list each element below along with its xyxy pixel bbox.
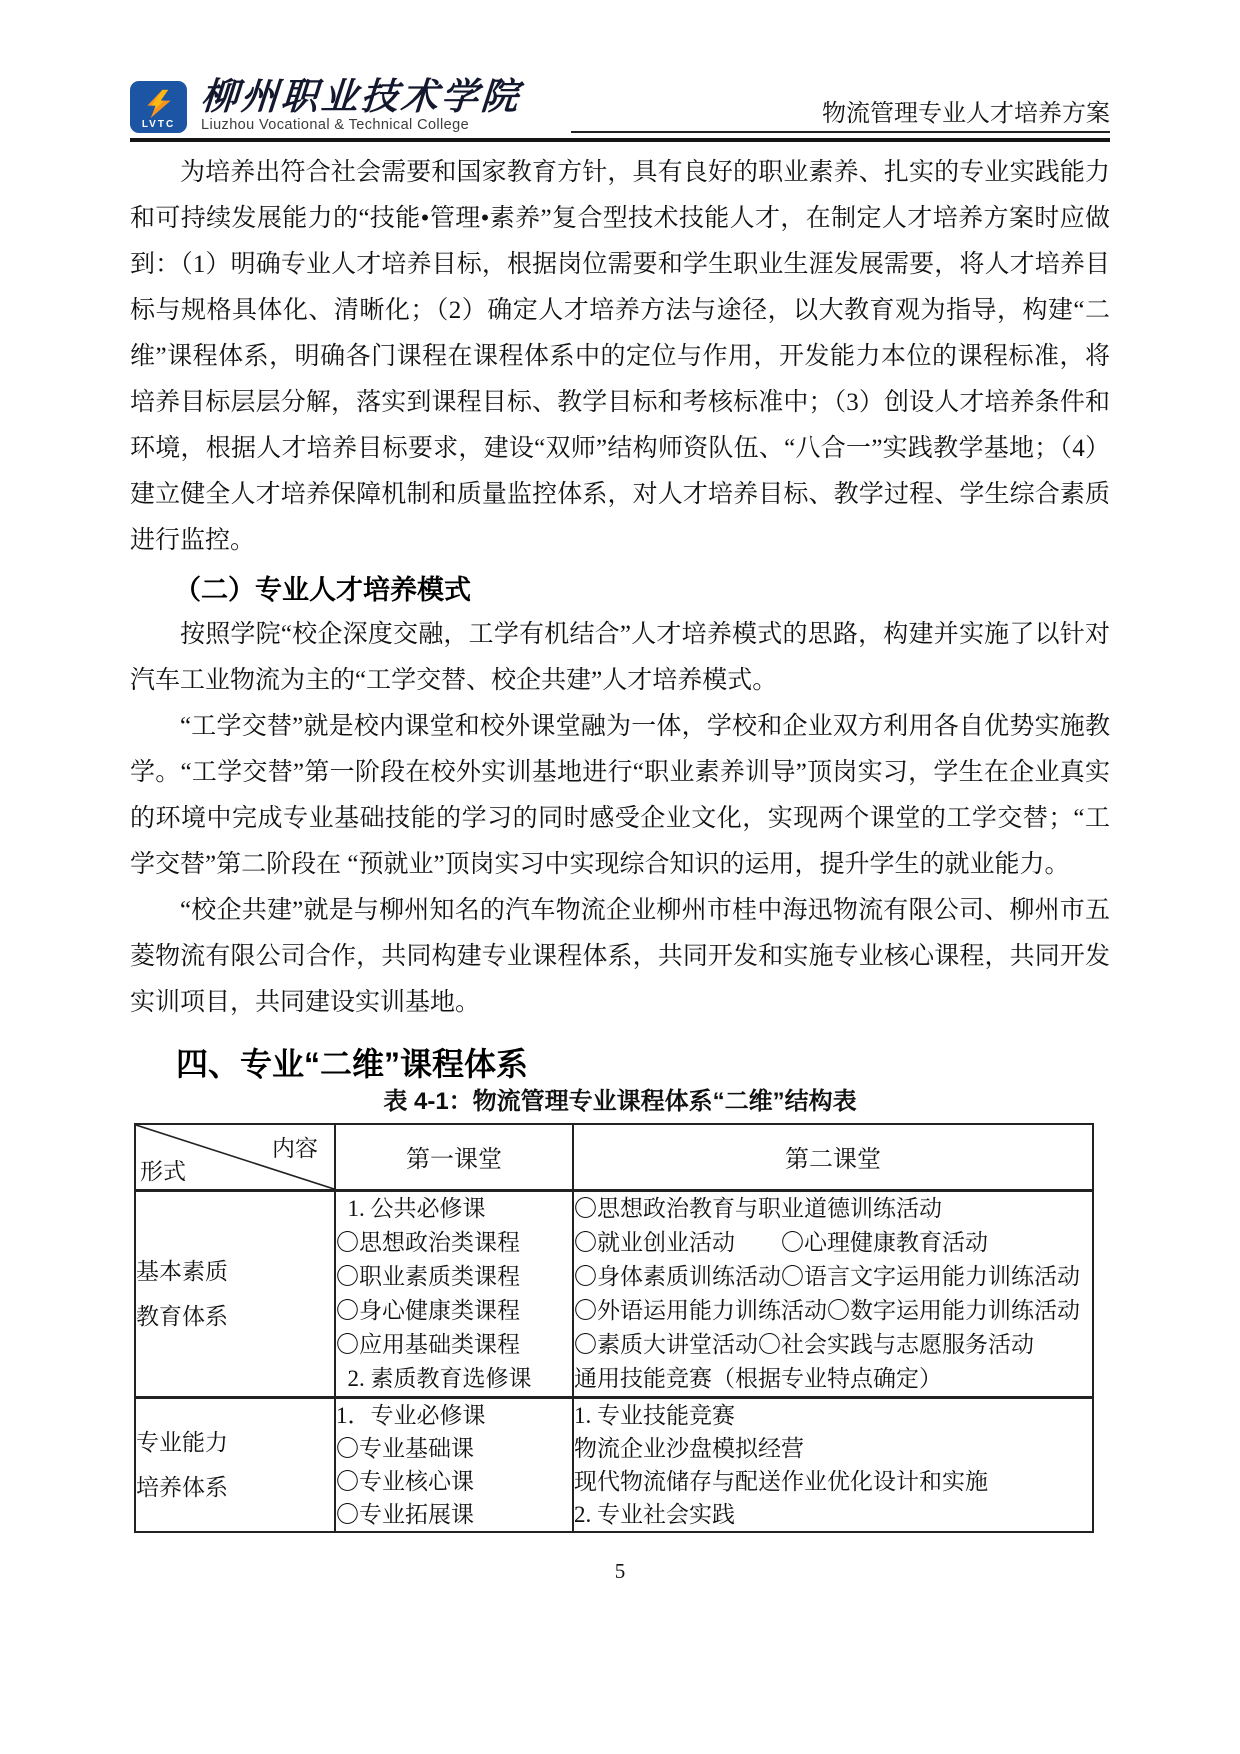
table-caption: 表 4-1：物流管理专业课程体系“二维”结构表 [383,1087,857,1115]
document-body [130,150,1110,1584]
page-header [130,74,1110,142]
paragraph-4: “校企共建”就是与柳州知名的汽车物流企业柳州市桂中海迅物流有限公司、柳州市五菱物流有限公司合作，共同构建专业课程体系，共同开发和实施专业核心课程，共同开发实训项目，共同建设实训基地。 [130,896,1110,1016]
paragraph-2: 按照学院“校企深度交融，工学有机结合”人才培养模式的思路，构建并实施了以针对汽车工业物流为主的“工学交替、校企共建”人才培养模式。 [130,620,1110,694]
column-header-second-classroom: 第二课堂 [573,1124,1093,1191]
first-classroom-cell: 1．专业必修课 〇专业基础课 〇专业核心课 〇专业拓展课 [335,1397,573,1532]
category-cell: 基本素质 教育体系 [135,1190,335,1397]
page-footer [130,1559,1110,1584]
table-row [135,1397,1093,1532]
college-brand [130,74,523,133]
table-row [135,1190,1093,1397]
chapter-heading: 四、专业“二维”课程体系 [176,1045,529,1082]
paragraph-1: 为培养出符合社会需要和国家教育方针，具有良好的职业素养、扎实的专业实践能力和可持续发展能力的“技能•管理•素养”复合型技术技能人才，在制定人才培养方案时应做到：（1）明确专业人才培养目标，根据岗位需要和学生职业生涯发展需要，将人才培养目标与规格具体化、清晰化；（2）确定人才培养方法与途径，以大教育观为指导，构建“二维”课程体系，明确各门课程在课程体系中的定位与作用，开发能力本位的课程标准，将培养目标层层分解，落实到课程目标、教学目标和考核标准中；（3）创设人才培养条件和环境，根据人才培养目标要求，建设“双师”结构师资队伍、“八合一”实践教学基地；（4）建立健全人才培养保障机制和质量监控体系，对人才培养目标、教学过程、学生综合素质进行监控。 [130,158,1110,554]
corner-label-form: 形式 [140,1158,186,1184]
corner-label-content: 内容 [272,1135,318,1161]
college-name-english: Liuzhou Vocational & Technical College [201,117,470,133]
second-classroom-cell: 〇思想政治教育与职业道德训练活动 〇就业创业活动 〇心理健康教育活动 〇身体素质训练活动〇语言文字运用能力训练活动 〇外语运用能力训练活动〇数字运用能力训练活动 〇素质大讲堂活动〇社会实践与志愿服务活动 通用技能竞赛（根据专业特点确定） [573,1190,1093,1397]
college-logo [130,81,187,133]
college-name-chinese: 柳州职业技术学院 [199,74,523,118]
section-heading: （二）专业人才培养模式 [174,574,471,605]
doc-title: 物流管理专业人才培养方案 [571,93,1110,133]
logo-abbr: LVTC [141,118,176,130]
curriculum-table [134,1123,1094,1533]
lightning-logo-icon [142,89,176,119]
column-header-first-classroom: 第一课堂 [335,1124,573,1191]
second-classroom-cell: 1. 专业技能竞赛 物流企业沙盘模拟经营 现代物流储存与配送作业优化设计和实施 2. 专业社会实践 [573,1397,1093,1532]
page-number: 5 [614,1558,626,1583]
category-cell: 专业能力 培养体系 [135,1397,335,1532]
corner-cell [135,1124,335,1191]
first-classroom-cell: 1. 公共必修课 〇思想政治类课程 〇职业素质类课程 〇身心健康类课程 〇应用基础类课程 2. 素质教育选修课 [335,1190,573,1397]
paragraph-3: “工学交替”就是校内课堂和校外课堂融为一体，学校和企业双方利用各自优势实施教学。“工学交替”第一阶段在校外实训基地进行“职业素养训导”顶岗实习，学生在企业真实的环境中完成专业基础技能的学习的同时感受企业文化，实现两个课堂的工学交替；“工学交替”第二阶段在 “预就业”顶岗实习中实现综合知识的运用，提升学生的就业能力。 [130,712,1110,878]
table-header-row [135,1124,1093,1191]
